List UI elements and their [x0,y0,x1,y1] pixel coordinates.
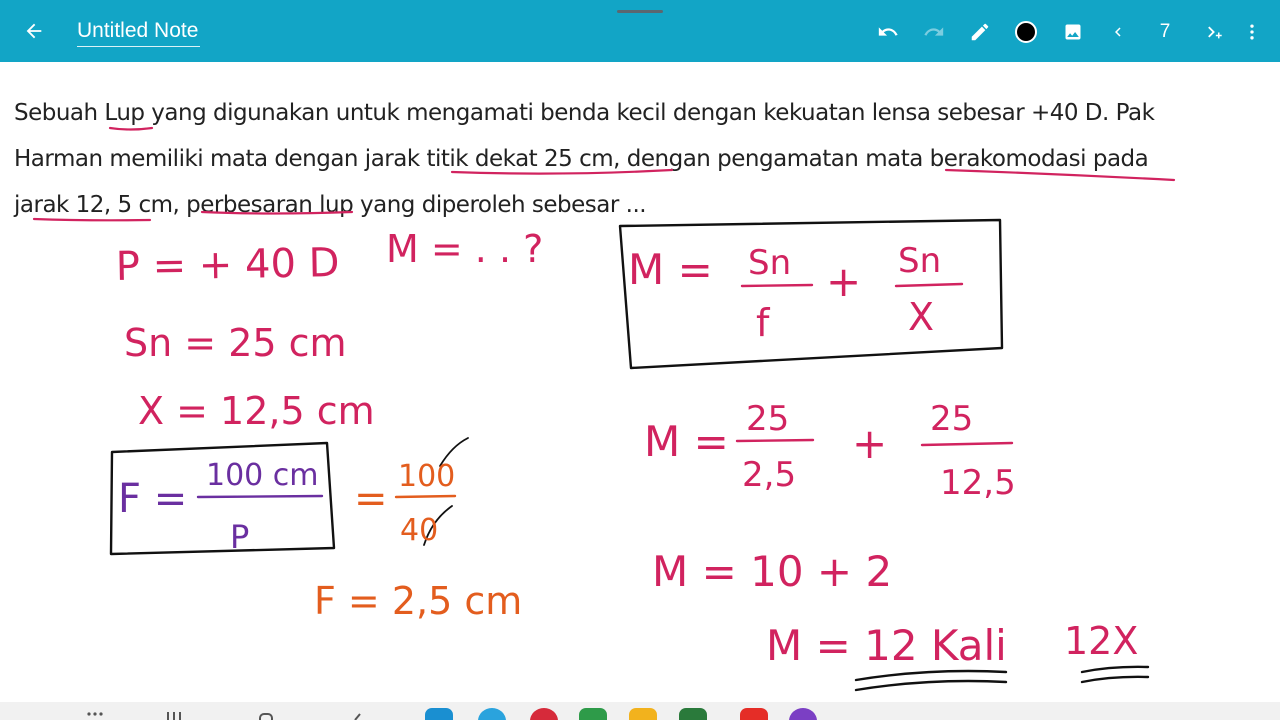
pen-color-button[interactable] [1010,16,1042,48]
problem-line-3: jarak 12, 5 cm, perbesaran lup yang diperoleh sebesar ... [14,192,647,218]
chevron-left-icon [1109,23,1127,41]
subst-bar-1 [737,440,813,441]
color-dot-icon [1015,21,1037,43]
home-icon[interactable] [164,708,184,720]
subst-num-2: 25 [930,399,974,439]
undo-icon [877,21,899,43]
pencil-icon [969,21,991,43]
more-vert-icon [1242,22,1262,42]
answer-underline-1 [856,671,1006,680]
app-bar [0,0,1280,62]
recent-apps-icon[interactable] [84,708,106,720]
mag-formula-den-2: X [908,295,935,339]
asked-magnification: M = . . ? [386,227,544,271]
back-chevron-icon[interactable] [350,708,366,720]
back-arrow-icon [23,20,45,42]
mag-formula-num-2: Sn [898,241,942,281]
mag-formula-num-1: Sn [748,243,792,283]
answer-underline-2 [856,681,1006,690]
underline-jarak [34,219,150,220]
previous-page-button[interactable] [1102,16,1134,48]
image-icon [1063,22,1083,42]
app-dock-icon-1[interactable] [425,708,453,720]
note-canvas[interactable] [0,62,1280,702]
substitution-fraction-bar [396,496,455,497]
mag-formula-plus: + [826,257,862,306]
focal-denominator: P [230,518,250,556]
focal-fraction-bar [198,496,322,497]
app-dock-icon-4[interactable] [579,708,607,720]
mag-formula-bar-2 [896,284,962,286]
underline-titik-dekat [452,170,672,174]
app-dock-icon-3[interactable] [530,708,558,720]
add-page-icon [1203,21,1225,43]
app-dock-icon-7[interactable] [740,708,768,720]
focal-result: F = 2,5 cm [314,579,523,623]
more-options-button[interactable] [1236,16,1268,48]
subst-den-1: 2,5 [742,455,797,495]
alt-answer-underline-2 [1082,677,1148,682]
system-navigation-bar [0,702,1280,720]
mag-formula-lhs: M = [628,245,713,294]
redo-icon [923,21,945,43]
problem-line-1: Sebuah Lup yang digunakan untuk mengamati benda kecil dengan kekuatan lensa sebesar +40 D. Pak [14,100,1155,126]
subst-den-2: 12,5 [940,463,1016,503]
given-near-point: Sn = 25 cm [124,321,347,365]
app-dock-icon-8[interactable] [789,708,817,720]
note-title[interactable]: Untitled Note [77,17,200,47]
given-distance: X = 12,5 cm [138,389,375,433]
insert-image-button[interactable] [1057,16,1089,48]
handwriting-layer [0,62,1280,702]
mag-formula-den-1: f [756,301,770,345]
focal-sub-numerator: 100 [398,459,456,494]
underline-perbesaran [202,212,352,214]
subst-plus: + [852,419,888,468]
final-answer: M = 12 Kali [766,621,1007,670]
subst-num-1: 25 [746,399,790,439]
underline-mata-berakomodasi [946,170,1174,180]
focal-sub-denominator: 40 [400,513,439,548]
magnification-formula-box [620,220,1002,368]
subst-bar-2 [922,443,1012,445]
back-nav-icon[interactable] [256,708,276,720]
step-sum: M = 10 + 2 [652,547,893,596]
underline-lup [110,128,152,130]
next-add-page-button[interactable] [1198,16,1230,48]
alt-answer-underline-1 [1082,667,1148,672]
undo-button[interactable] [872,16,904,48]
page-number: 7 [1159,21,1171,42]
back-button[interactable] [16,14,52,48]
pen-tool-button[interactable] [964,16,996,48]
app-dock-icon-5[interactable] [629,708,657,720]
subst-lhs: M = [644,417,729,466]
given-power: P = + 40 D [115,240,340,290]
mag-formula-bar-1 [742,285,812,286]
focal-lhs: F = [118,476,188,522]
focal-numerator: 100 cm [206,458,319,493]
drag-handle[interactable] [617,10,663,13]
problem-line-2: Harman memiliki mata dengan jarak titik dekat 25 cm, dengan pengamatan mata berakomodasi pada [14,146,1149,172]
app-dock-icon-2[interactable] [478,708,506,720]
final-answer-alt: 12X [1064,619,1139,663]
focal-equals: = [354,476,388,522]
redo-button[interactable] [918,16,950,48]
app-dock-icon-6[interactable] [679,708,707,720]
